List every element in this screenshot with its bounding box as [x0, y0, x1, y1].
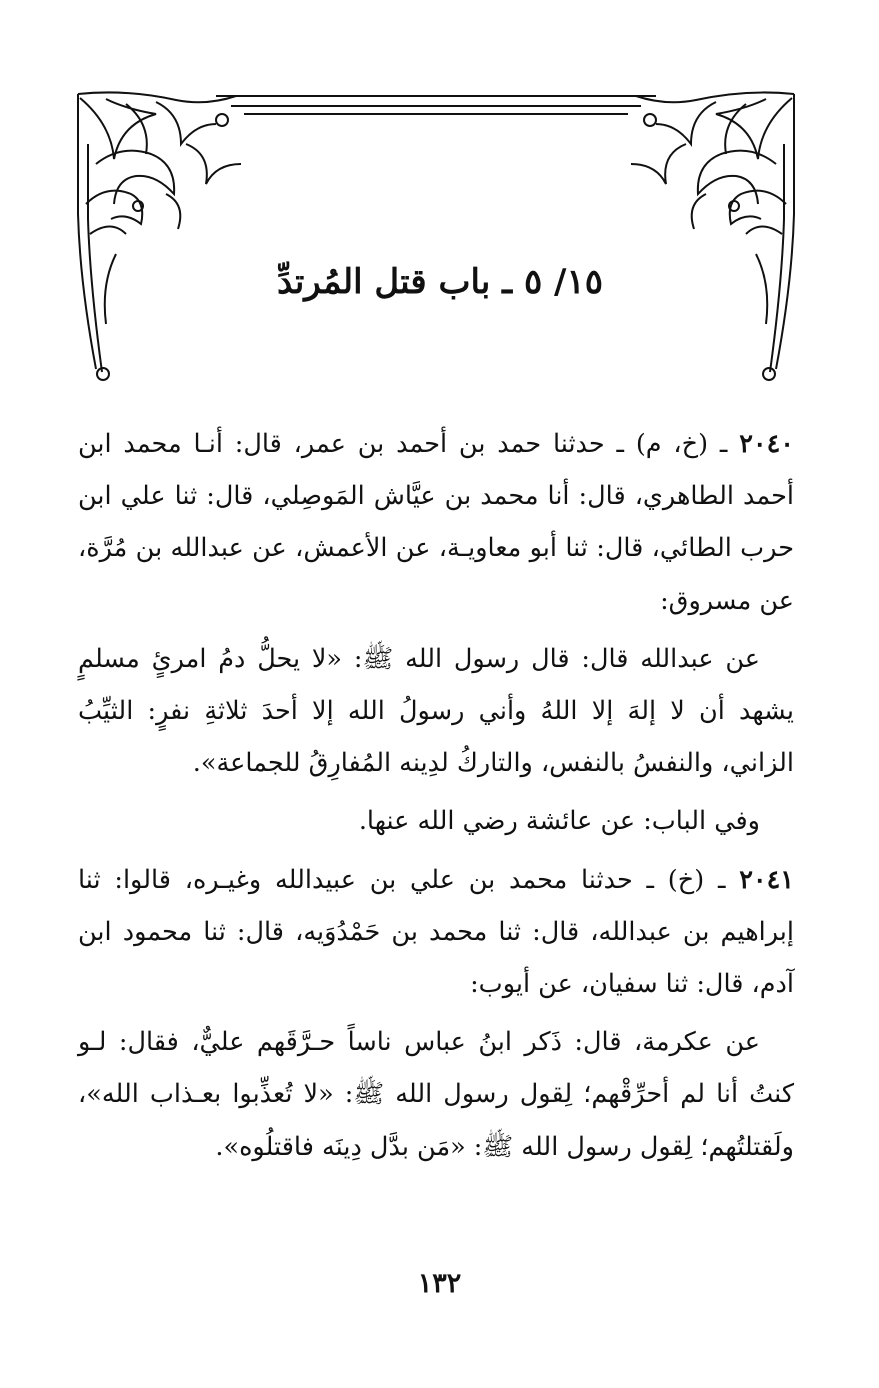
hadith-2041-isnad [78, 854, 794, 1011]
hadith-2041-matn: عن عكرمة، قال: ذَكر ابنُ عباس ناساً حـرَّقَهم عليٌّ، فقال: لـو كنتُ أنا لم أحرِّقْهم؛ لِقول رسول الله ﷺ: «لا تُعذِّبوا بعـذاب الله»، ولَقتلتُهم؛ لِقول رسول الله ﷺ: «مَن بدَّل دِينَه فاقتلُوه». [78, 1027, 794, 1162]
hadith-2040-isnad [78, 418, 794, 627]
hadith-number: ٢٠٤١ [739, 864, 794, 895]
isnad-text: ـ (خ، م) ـ حدثنا حمد بن أحمد بن عمر، قال: أنـا محمد ابن أحمد الطاهري، قال: أنا محمد بن عيَّاش المَوصِلي، قال: ثنا علي ابن حرب الطائي، قال: ثنا أبو معاويـة، عن الأعمش، عن عبدالله بن مُرَّة، عن مسروق: [78, 429, 794, 616]
isnad-text: ـ (خ) ـ حدثنا محمد بن علي بن عبيدالله وغيـره، قالوا: ثنا إبراهيم بن عبدالله، قال: ثنا محمد بن حَمْدُوَيه، قال: ثنا محمود ابن آدم، قال: ثنا سفيان، عن أيوب: [78, 864, 794, 1000]
chapter-title: ١٥/ ٥ ـ باب قتل المُرتدِّ [277, 262, 603, 302]
body-text [78, 418, 794, 1173]
page-number: ١٣٢ [417, 1268, 462, 1299]
hadith-2040-matn: عن عبدالله قال: قال رسول الله ﷺ: «لا يحلُّ دمُ امرئٍ مسلمٍ يشهد أن لا إلهَ إلا اللهُ وأني رسولُ الله إلا أحدَ ثلاثةِ نفرٍ: الثيِّبُ الزاني، والنفسُ بالنفس، والتاركُ لدِينه المُفارِقُ للجماعة». [78, 643, 794, 779]
hadith-number: ٢٠٤٠ [739, 429, 794, 459]
hadith-2040-note: وفي الباب: عن عائشة رضي الله عنها. [358, 806, 760, 837]
ornamental-frame [66, 84, 806, 388]
